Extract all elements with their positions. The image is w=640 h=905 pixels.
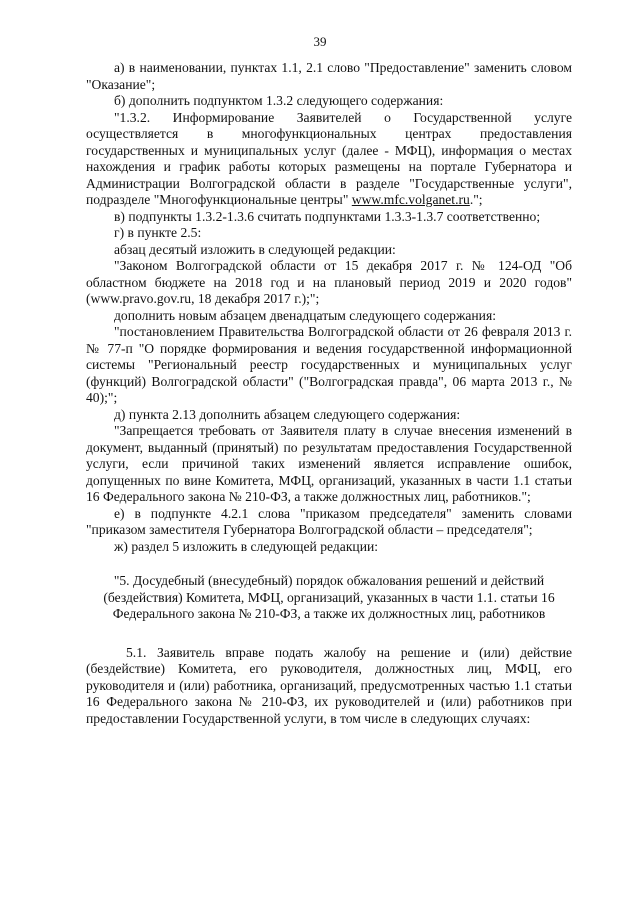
paragraph-a: а) в наименовании, пунктах 1.1, 2.1 слово "Предоставление" заменить словом "Оказание";: [86, 60, 572, 92]
paragraph-1-3-2-text: "1.3.2. Информирование Заявителей о Государственной услуге осуществляется в многофункциональных центрах предоставления государственных и муниципальных услуг (далее - МФЦ), информация о местах нахождения и график работы которых размещены на портале Губернатора и Администрации Волгоградской области в разделе "Государственные услуги", подразделе "Многофункциональные центры": [86, 109, 572, 207]
document-body: [86, 60, 572, 727]
paragraph-zapreshchaetsya: "Запрещается требовать от Заявителя плату в случае внесения изменений в документ, выданный (принятый) по результатам предоставления Государственной услуги, если причиной таких изменений является исправление ошибок, допущенных по вине Комитета, МФЦ, организаций, указанных в части 1.1 статьи 16 Федерального закона № 210-ФЗ, а также должностных лиц, работников.";: [86, 423, 572, 504]
paragraph-abzac-10: абзац десятый изложить в следующей редакции:: [114, 241, 396, 257]
link-suffix: .";: [469, 192, 483, 207]
paragraph-v: в) подпункты 1.3.2-1.3.6 считать подпунктами 1.3.3-1.3.7 соответственно;: [114, 208, 541, 224]
paragraph-law-124: "Законом Волгоградской области от 15 декабря 2017 г. № 124-ОД "Об областном бюджете на 2018 год и на плановый период 2019 и 2020 годов" (www.pravo.gov.ru, 18 декабря 2017 г.);";: [86, 258, 572, 306]
paragraph-abzac-12: дополнить новым абзацем двенадцатым следующего содержания:: [114, 307, 496, 323]
paragraph-b: б) дополнить подпунктом 1.3.2 следующего содержания:: [114, 93, 444, 108]
paragraph-d: д) пункта 2.13 дополнить абзацем следующего содержания:: [114, 406, 461, 422]
paragraph-e: е) в подпункте 4.2.1 слова "приказом председателя" заменить словами "приказом заместителя Губернатора Волгоградской области – председателя";: [86, 505, 572, 537]
section-5-title: "5. Досудебный (внесудебный) порядок обжалования решений и действий (бездействия) Комитета, МФЦ, организаций, указанных в части 1.1. статьи 16 Федерального закона № 210-ФЗ, а также их должностных лиц, работников: [103, 573, 555, 621]
page-number: 39: [313, 34, 327, 49]
mfc-link[interactable]: www.mfc.volganet.ru: [351, 192, 470, 207]
paragraph-1-3-2: [86, 110, 572, 209]
paragraph-zh: ж) раздел 5 изложить в следующей редакции:: [114, 538, 379, 554]
paragraph-g: г) в пункте 2.5:: [114, 225, 202, 240]
paragraph-postanovlenie: "постановлением Правительства Волгоградской области от 26 февраля 2013 г. № 77-п "О порядке формирования и ведения государственной информационной системы "Региональный реестр государственных и муниципальных услуг (функций) Волгоградской области" ("Волгоградская правда", 06 марта 2013 г., № 40);";: [86, 324, 572, 405]
paragraph-5-1: 5.1. Заявитель вправе подать жалобу на решение и (или) действие (бездействие) Комитета, его руководителя, должностных лиц, МФЦ, его руководителя и (или) работника, организаций, предусмотренных частью 1.1 статьи 16 Федерального закона № 210-ФЗ, их руководителей и (или) работников при предоставлении Государственной услуги, в том числе в следующих случаях:: [86, 644, 572, 726]
